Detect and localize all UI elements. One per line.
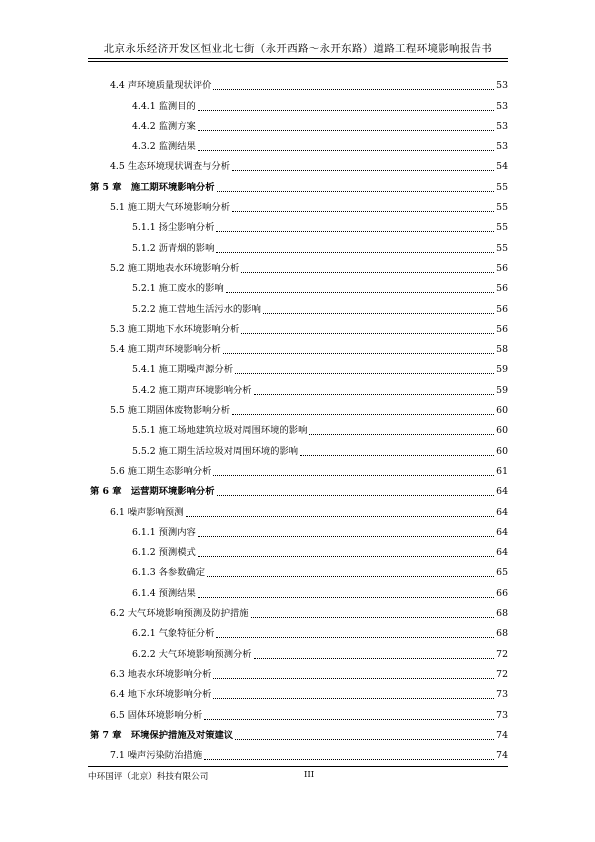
toc-entry[interactable] [90,376,508,396]
toc-entry-page-number: 59 [496,364,508,376]
toc-entry-page-number: 53 [496,100,508,112]
toc-entry-label: 4.4.2 监测方案 [132,120,196,132]
toc-entry-label: 5.1.1 扬尘影响分析 [132,222,215,234]
toc-entry-page-number: 65 [496,567,508,579]
toc-leader-dots [300,454,494,456]
toc-entry-page-number: 60 [496,405,508,417]
toc-leader-dots [235,738,494,740]
toc-entry[interactable] [90,113,508,133]
toc-entry[interactable] [90,437,508,457]
header-rule-thin [88,61,508,62]
toc-entry-page-number: 55 [496,242,508,254]
toc-entry-page-number: 68 [496,628,508,640]
toc-entry-page-number: 74 [496,729,508,741]
toc-chapter-entry[interactable] [90,173,508,193]
toc-entry-label: 5.5.2 施工期生活垃圾对周围环境的影响 [132,445,299,457]
toc-leader-dots [232,169,494,171]
table-of-contents [90,72,508,762]
toc-entry[interactable] [90,397,508,417]
toc-leader-dots [213,474,494,476]
toc-leader-dots [217,190,495,192]
toc-entry[interactable] [90,275,508,295]
toc-leader-dots [216,251,494,253]
toc-entry[interactable] [90,661,508,681]
toc-leader-dots [186,515,495,517]
toc-entry-page-number: 73 [496,689,508,701]
toc-leader-dots [213,88,494,90]
toc-entry-page-number: 72 [496,668,508,680]
toc-entry-page-number: 55 [496,181,508,193]
toc-entry[interactable] [90,539,508,559]
toc-entry-page-number: 72 [496,648,508,660]
toc-leader-dots [226,291,494,293]
toc-entry-page-number: 60 [496,425,508,437]
toc-entry-label: 5.4 施工期声环境影响分析 [110,344,221,356]
toc-entry[interactable] [90,153,508,173]
toc-entry[interactable] [90,194,508,214]
toc-leader-dots [216,636,494,638]
toc-entry-label: 4.4 声环境质量现状评价 [110,80,212,92]
toc-entry[interactable] [90,214,508,234]
toc-entry-page-number: 59 [496,384,508,396]
toc-entry[interactable] [90,579,508,599]
toc-entry-page-number: 53 [496,141,508,153]
toc-entry-label: 第 5 章 施工期环境影响分析 [90,181,215,193]
toc-leader-dots [213,697,494,699]
header-rule [88,58,508,59]
toc-entry-label: 7.1 噪声污染防治措施 [110,750,203,762]
toc-leader-dots [198,129,494,131]
toc-entry-page-number: 64 [496,486,508,498]
toc-leader-dots [198,555,494,557]
toc-entry[interactable] [90,701,508,721]
toc-entry-label: 4.3.2 监测结果 [132,141,196,153]
toc-entry-page-number: 53 [496,80,508,92]
footer-company: 中环国评（北京）科技有限公司 [88,772,209,782]
toc-entry[interactable] [90,519,508,539]
toc-leader-dots [235,372,494,374]
toc-entry[interactable] [90,356,508,376]
toc-entry-page-number: 55 [496,222,508,234]
toc-entry-label: 5.4.2 施工期声环境影响分析 [132,384,252,396]
toc-entry[interactable] [90,234,508,254]
toc-leader-dots [232,413,494,415]
toc-entry[interactable] [90,498,508,518]
toc-leader-dots [232,210,494,212]
toc-entry-page-number: 53 [496,120,508,132]
toc-entry-label: 5.6 施工期生态影响分析 [110,465,212,477]
toc-entry-page-number: 56 [496,323,508,335]
toc-entry-page-number: 55 [496,202,508,214]
toc-entry-page-number: 58 [496,344,508,356]
toc-entry[interactable] [90,92,508,112]
toc-entry-label: 第 7 章 环境保护措施及对策建议 [90,729,234,741]
toc-entry-page-number: 68 [496,608,508,620]
toc-entry[interactable] [90,133,508,153]
toc-leader-dots [254,393,495,395]
toc-leader-dots [223,352,494,354]
toc-leader-dots [198,109,494,111]
toc-entry[interactable] [90,336,508,356]
toc-entry-page-number: 64 [496,526,508,538]
toc-leader-dots [263,312,494,314]
toc-entry-page-number: 54 [496,161,508,173]
toc-entry-label: 5.3 施工期地下水环境影响分析 [110,323,240,335]
toc-entry-label: 5.2.1 施工废水的影响 [132,283,224,295]
toc-entry-page-number: 66 [496,587,508,599]
toc-entry-page-number: 74 [496,750,508,762]
toc-entry-page-number: 73 [496,709,508,721]
footer-rule [88,766,508,767]
toc-leader-dots [216,230,494,232]
toc-entry[interactable] [90,559,508,579]
toc-leader-dots [204,718,494,720]
toc-leader-dots [241,271,494,273]
toc-entry-label: 6.1 噪声影响预测 [110,506,184,518]
toc-entry[interactable] [90,681,508,701]
toc-entry[interactable] [90,742,508,762]
toc-entry[interactable] [90,417,508,437]
toc-leader-dots [213,677,494,679]
toc-entry-label: 6.1.2 预测模式 [132,547,196,559]
toc-leader-dots [198,596,494,598]
toc-entry[interactable] [90,640,508,660]
toc-entry[interactable] [90,620,508,640]
toc-entry-label: 5.2.2 施工营地生活污水的影响 [132,303,261,315]
toc-entry-page-number: 56 [496,283,508,295]
toc-leader-dots [204,758,494,760]
toc-entry[interactable] [90,316,508,336]
toc-entry-page-number: 64 [496,506,508,518]
toc-entry[interactable] [90,600,508,620]
toc-entry-label: 5.4.1 施工期噪声源分析 [132,364,233,376]
toc-entry-label: 5.1 施工期大气环境影响分析 [110,202,231,214]
toc-entry[interactable] [90,458,508,478]
toc-leader-dots [198,149,494,151]
toc-entry-page-number: 60 [496,445,508,457]
toc-leader-dots [251,616,495,618]
toc-entry-label: 4.4.1 监测目的 [132,100,196,112]
toc-entry-label: 6.1.3 各参数确定 [132,567,206,579]
running-header-title: 北京永乐经济开发区恒业北七街（永开西路～永开东路）道路工程环境影响报告书 [103,43,493,55]
toc-leader-dots [198,535,494,537]
toc-entry-label: 5.5.1 施工场地建筑垃圾对周围环境的影响 [132,425,308,437]
toc-entry-label: 6.2 大气环境影响预测及防护措施 [110,608,249,620]
toc-entry[interactable] [90,295,508,315]
toc-entry-page-number: 64 [496,547,508,559]
toc-entry-page-number: 56 [496,303,508,315]
toc-entry-page-number: 56 [496,262,508,274]
footer-page-number: III [304,770,315,780]
toc-entry-label: 6.4 地下水环境影响分析 [110,689,212,701]
toc-entry-label: 6.2.1 气象特征分析 [132,628,215,640]
toc-entry[interactable] [90,72,508,92]
toc-entry-label: 6.2.2 大气环境影响预测分析 [132,648,252,660]
toc-entry-label: 5.5 施工期固体废物影响分析 [110,405,231,417]
toc-leader-dots [207,575,494,577]
toc-entry-label: 6.5 固体环境影响分析 [110,709,203,721]
toc-entry-label: 第 6 章 运营期环境影响分析 [90,486,215,498]
toc-leader-dots [217,494,495,496]
toc-entry-label: 4.5 生态环境现状调查与分析 [110,161,231,173]
toc-chapter-entry[interactable] [90,722,508,742]
toc-entry-label: 6.1.4 预测结果 [132,587,196,599]
toc-entry-label: 5.2 施工期地表水环境影响分析 [110,262,240,274]
toc-entry-label: 5.1.2 沥青烟的影响 [132,242,215,254]
toc-entry-label: 6.1.1 预测内容 [132,526,196,538]
toc-entry-page-number: 61 [496,465,508,477]
toc-leader-dots [309,433,494,435]
toc-chapter-entry[interactable] [90,478,508,498]
toc-leader-dots [254,657,495,659]
toc-entry[interactable] [90,255,508,275]
toc-leader-dots [241,332,494,334]
toc-entry-label: 6.3 地表水环境影响分析 [110,668,212,680]
